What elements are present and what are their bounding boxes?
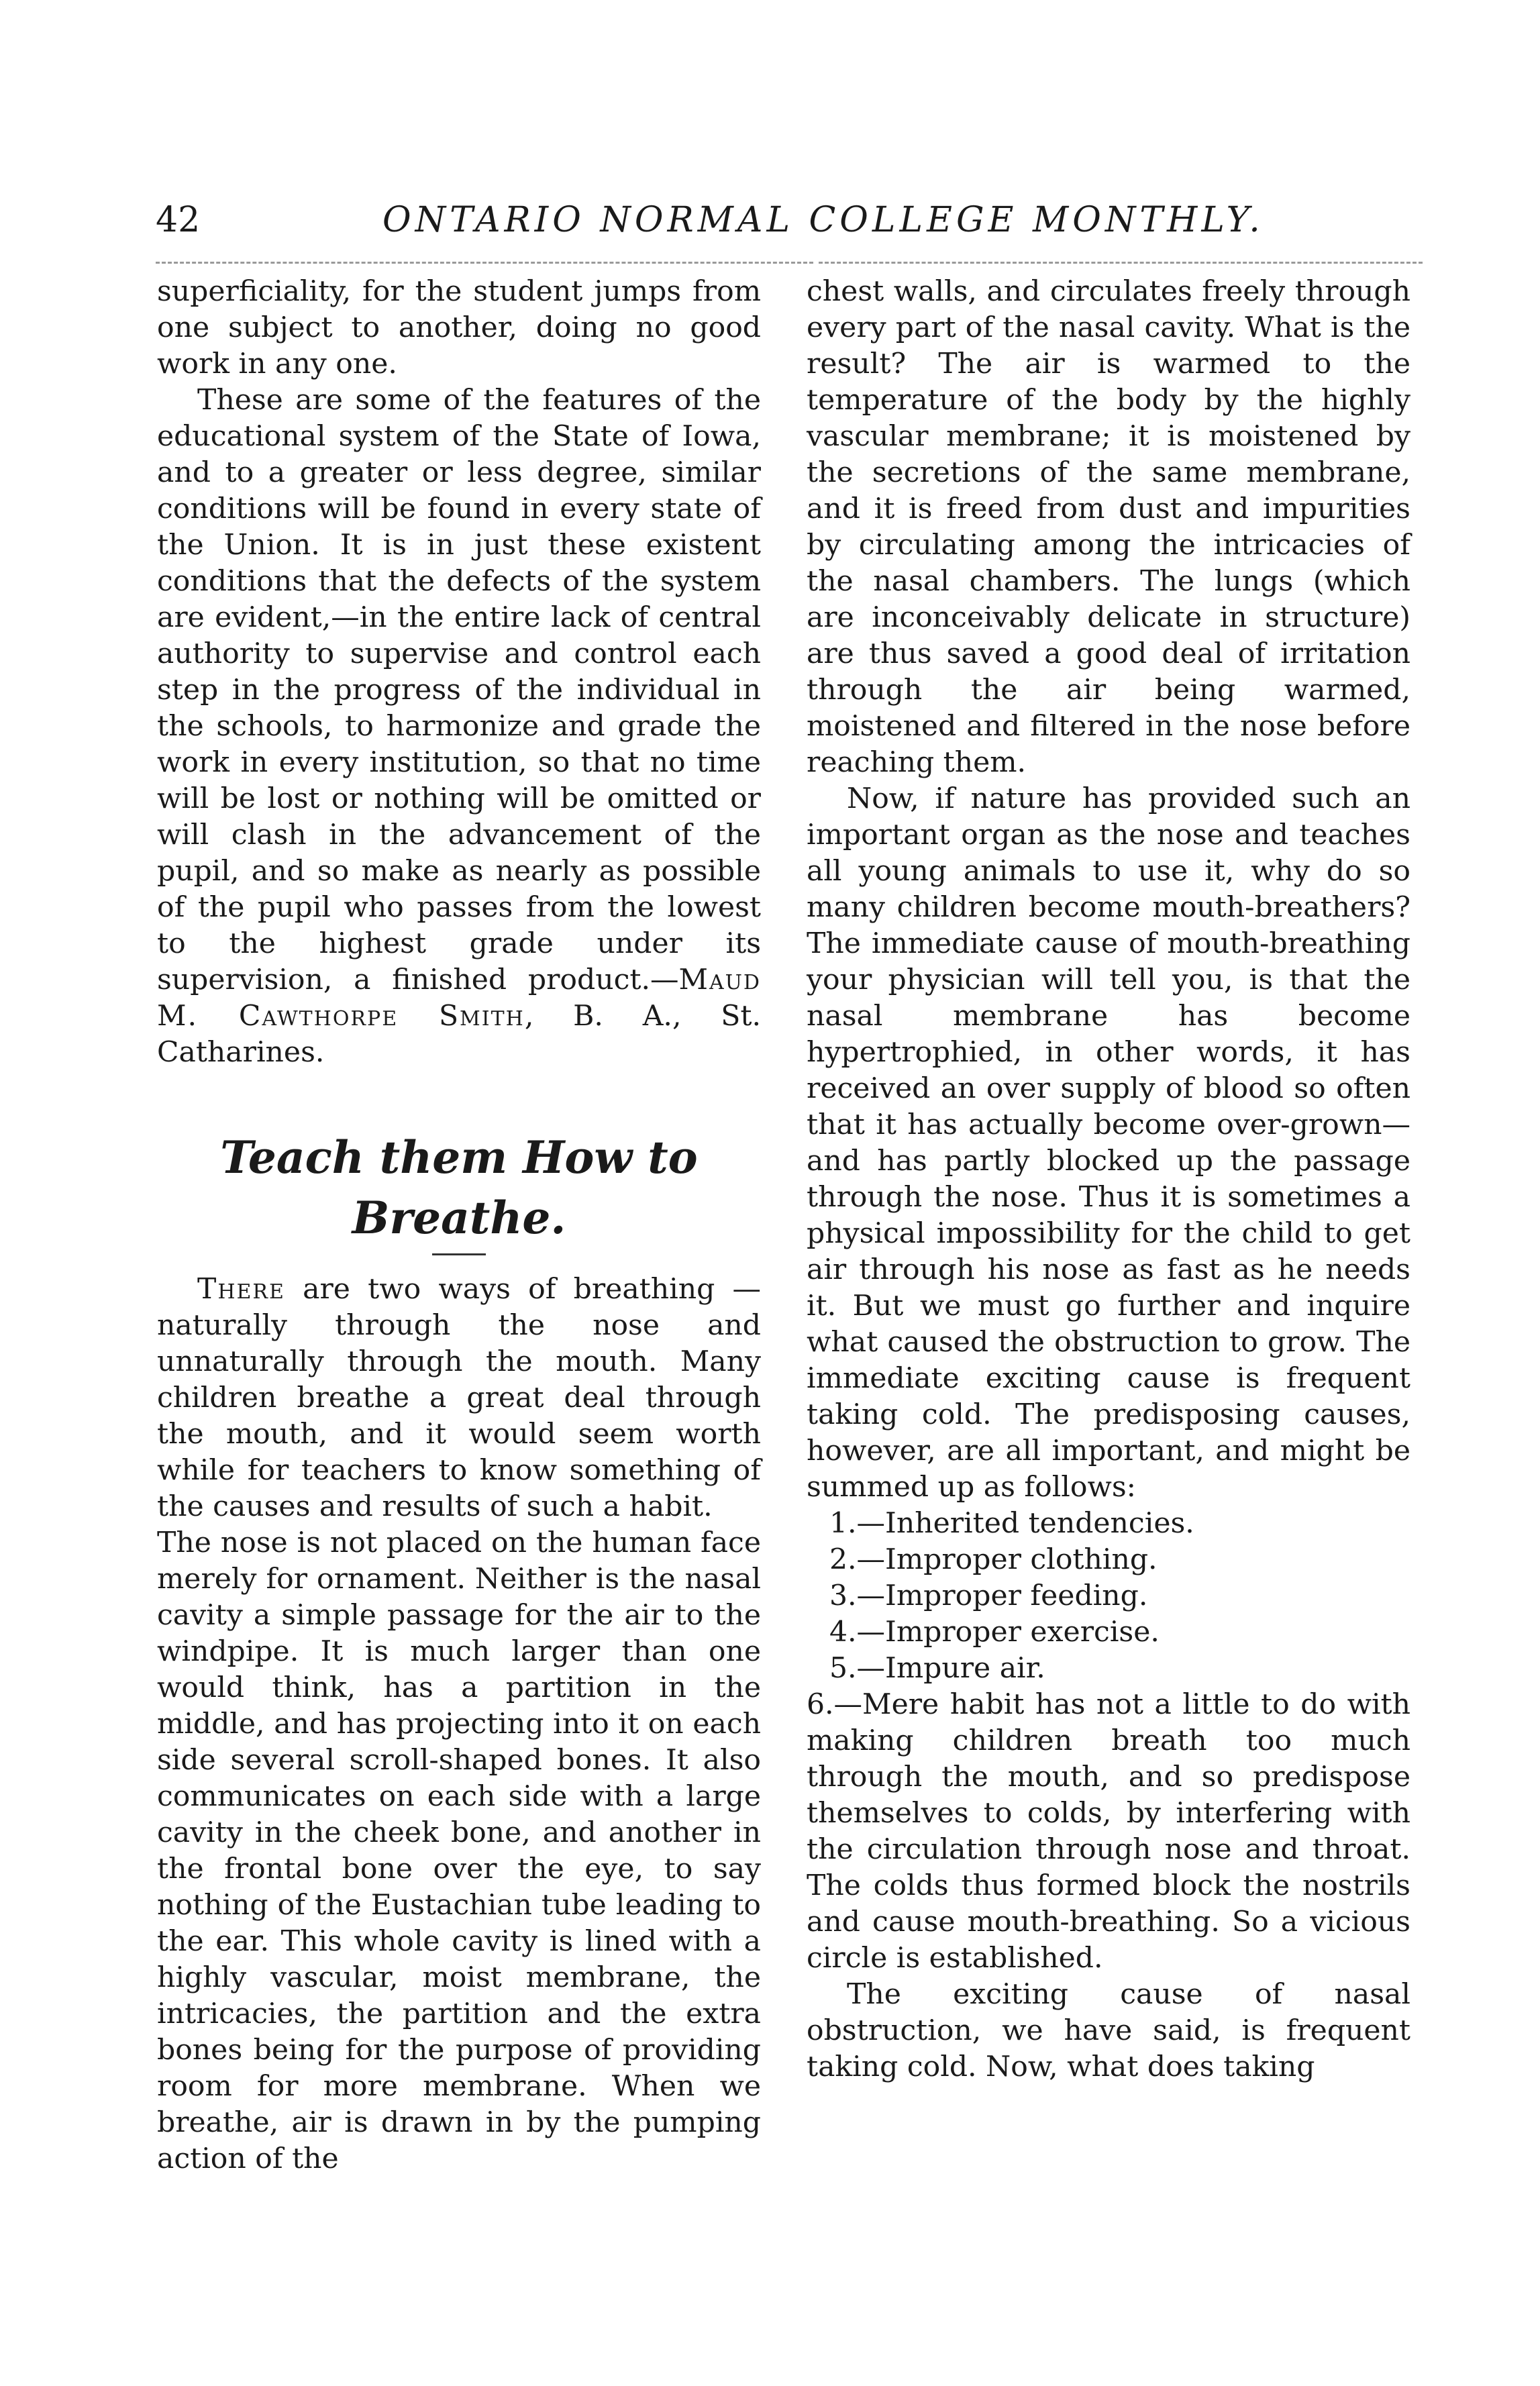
causes-list xyxy=(807,1506,1410,1977)
running-title: ONTARIO NORMAL COLLEGE MONTHLY. xyxy=(382,200,1264,240)
author-credentials: , B. A., St. Catharines. xyxy=(157,1000,761,1069)
header-rule-right xyxy=(819,262,1423,264)
paragraph: Now, if nature has provided such an important organ as the nose and teaches all young animals to use it, why do so many children become mouth-breathers? The immediate cause of mouth-breathing your physician will tell you, is that the nasal membrane has become hypertrophied, in other words, it has received an over supply of blood so often that it has actually become over-grown—and has partly blocked up the passage through the nose. Thus it is sometimes a physical impossibility for the child to get air through his nose as fast as he needs it. But we must go further and inquire what caused the obstruction to grow. The immediate exciting cause is frequent taking cold. The predisposing causes, however, are all important, and might be summed up as follows: xyxy=(807,782,1410,1504)
list-item: 4.—Improper exercise. xyxy=(829,1616,1160,1649)
heading-divider xyxy=(432,1253,486,1255)
paragraph: chest walls, and circulates freely through every part of the nasal cavity. What is the result? The air is warmed to the temperature of the body by the highly vascular membrane; it is moistened by the secretions of the same membrane, and it is freed from dust and impurities by circulating among the intricacies of the nasal chambers. The lungs (which are inconceivably delicate in structure) are thus saved a good deal of irritation through the air being warmed, moistened and filtered in the nose before reaching them. xyxy=(807,275,1410,779)
paragraph: The nose is not placed on the human face merely for ornament. Neither is the nasal cavity a simple passage for the air to the windpipe. It is much larger than one would think, has a partition in the middle, and has projecting into it on each side several scroll-shaped bones. It also communicates on each side with a large cavity in the cheek bone, and another in the frontal bone over the eye, to say nothing of the Eustachian tube leading to the ear. This whole cavity is lined with a highly vascular, moist membrane, the intricacies, the partition and the extra bones being for the purpose of providing room for more membrane. When we breathe, air is drawn in by the pumping action of the xyxy=(157,1526,761,2175)
paragraph-text: These are some of the features of the educational system of the State of Iowa, and to a greater or less degree, similar conditions will be found in every state of the Union. It is in just these existent conditions that the defects of the system are evident,—in the entire lack of central authority to supervise and control each step in the progress of the individual in the schools, to harmonize and grade the work in every institution, so that no time will be lost or nothing will be omitted or will clash in the advancement of the pupil, and so make as nearly as possible of the pupil who passes from the lowest to the highest grade under its supervision, a finished product.— xyxy=(157,384,761,996)
paragraph xyxy=(157,382,761,1071)
paragraph-text: are two ways of breathing —naturally through the nose and unnaturally through the mouth. Many children breathe a great deal through the mouth, and it would seem worth while for teachers to know something of the causes and results of such a habit. xyxy=(157,1273,761,1523)
header-rule-left xyxy=(156,262,813,264)
author-signature: Maud M. Cawthorpe Smith xyxy=(157,964,761,1033)
paragraph: superficiality, for the student jumps from one subject to another, doing no good work in any one. xyxy=(157,275,761,380)
list-item: 2.—Improper clothing. xyxy=(829,1543,1158,1576)
page-number: 42 xyxy=(156,200,201,240)
paragraph: The exciting cause of nasal obstruction, we have said, is frequent taking cold. Now, what does taking xyxy=(807,1978,1410,2083)
right-column xyxy=(807,274,1410,2085)
list-item: 5.—Impure air. xyxy=(829,1652,1045,1685)
list-item: 6.—Mere habit has not a little to do with making children breath too much through the mouth, and so predispose themselves to colds, by interfering with the circulation through nose and throat. The colds thus formed block the nostrils and cause mouth-breathing. So a vicious circle is established. xyxy=(807,1688,1410,1975)
left-column xyxy=(157,274,761,2177)
paragraph xyxy=(157,1272,761,1525)
list-item: 3.—Improper feeding. xyxy=(829,1579,1148,1612)
article-heading: Teach them How to Breathe. xyxy=(220,1131,698,1244)
list-item: 1.—Inherited tendencies. xyxy=(829,1507,1194,1540)
lead-word: There xyxy=(197,1273,285,1306)
